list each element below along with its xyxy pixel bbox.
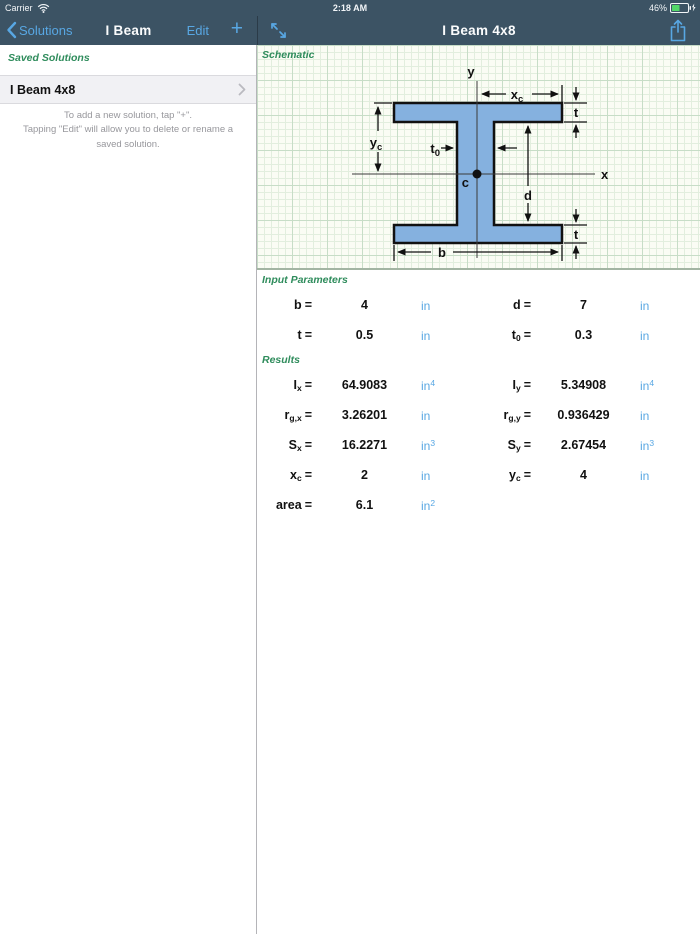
nav-left-pane [0,16,257,45]
result-label: $I_y$ = [512,377,531,393]
result-value: 3.26201 [341,408,388,422]
dim-xc-label: $x_c$ [510,87,524,105]
carrier-label: Carrier [5,3,33,13]
result-row [257,460,700,490]
header-bar [0,0,700,45]
x-axis-label: x [601,167,609,182]
dim-t0-label: $t_0$ [430,141,440,159]
param-label: b = [294,297,312,312]
schematic-header: Schematic [262,49,315,61]
chevron-right-icon [238,83,246,96]
result-label: $x_c$ = [290,467,312,483]
help-text-line: Tapping "Edit" will allow you to delete or rename a [22,124,234,136]
dim-b-label: b [438,245,446,260]
result-unit[interactable]: in [640,408,650,423]
input-parameters-section [257,274,700,350]
parameter-row [257,290,700,320]
result-value: 0.936429 [557,408,610,422]
share-icon [668,18,688,43]
nav-right-pane [257,16,700,45]
result-unit[interactable]: $in^3$ [421,437,436,453]
help-text [8,109,248,152]
result-label: $y_c$ = [509,467,531,483]
result-unit[interactable]: in [421,408,431,423]
param-label: $t_0$ = [511,327,531,343]
y-axis-label: y [467,64,475,79]
result-unit[interactable]: $in^4$ [640,377,655,393]
param-label: d = [513,297,531,312]
nav-bar [0,16,700,45]
dim-d-label: d [524,188,532,203]
result-value: 2.67454 [560,438,607,452]
dim-t-bottom-label: t [573,227,579,242]
result-label: $I_x$ = [293,377,312,393]
param-value[interactable]: 4 [361,298,368,312]
result-label: $S_y$ = [507,437,531,453]
result-label: $r_{g,y}$ = [503,407,531,423]
result-value: 4 [580,468,587,482]
results-section [257,354,700,520]
result-label: area = [275,497,312,512]
param-unit[interactable]: in [640,298,650,313]
clock: 2:18 AM [332,3,368,13]
result-unit[interactable]: $in^3$ [640,437,655,453]
share-button[interactable] [668,18,688,48]
result-value: 64.9083 [341,378,388,392]
solution-label: I Beam 4x8 [10,82,76,97]
add-button[interactable]: + [230,17,243,40]
result-value: 5.34908 [560,378,607,392]
input-parameters-header: Input Parameters [262,274,348,286]
result-label [467,498,531,513]
parameter-row [257,320,700,350]
back-label: Solutions [19,22,73,38]
help-text-line: saved solution. [96,138,160,150]
result-row [257,400,700,430]
detail-panel [257,45,700,934]
result-row [257,490,700,520]
help-text-line: To add a new solution, tap "+". [64,110,192,121]
result-value: 16.2271 [341,438,388,452]
left-pane-title: I Beam [105,23,152,38]
centroid-label: c [461,175,469,190]
status-bar [0,0,700,16]
detail-title: I Beam 4x8 [442,23,516,38]
edit-button[interactable]: Edit [186,23,209,38]
result-row [257,370,700,400]
saved-solutions-header: Saved Solutions [8,52,90,64]
results-header: Results [262,354,300,366]
ibeam-schematic [257,45,700,270]
result-value: 6.1 [355,498,374,512]
result-value: 2 [361,468,368,482]
battery-percent: 46% [648,3,667,13]
result-row [257,430,700,460]
solution-list-item[interactable] [0,75,256,104]
battery-icon [670,3,696,13]
result-label: $r_{g,x}$ = [284,407,312,423]
param-value[interactable]: 7 [580,298,587,312]
result-label: $S_x$ = [288,437,312,453]
centroid-dot [473,170,482,179]
result-unit[interactable]: $in^2$ [421,497,436,513]
result-unit[interactable]: in [421,468,431,483]
param-value[interactable]: 0.3 [574,328,593,342]
schematic-section [257,45,700,270]
param-unit[interactable]: in [421,298,431,313]
dim-t-top-label: t [573,105,579,120]
charging-bolt-icon [692,4,696,12]
param-value[interactable]: 0.5 [355,328,374,342]
saved-solutions-panel [0,45,257,934]
dim-yc-label: $y_c$ [369,135,383,153]
result-unit[interactable]: $in^4$ [421,377,436,393]
param-unit[interactable]: in [421,328,431,343]
result-unit[interactable]: in [640,468,650,483]
param-unit[interactable]: in [640,328,650,343]
param-label: t = [297,327,312,342]
